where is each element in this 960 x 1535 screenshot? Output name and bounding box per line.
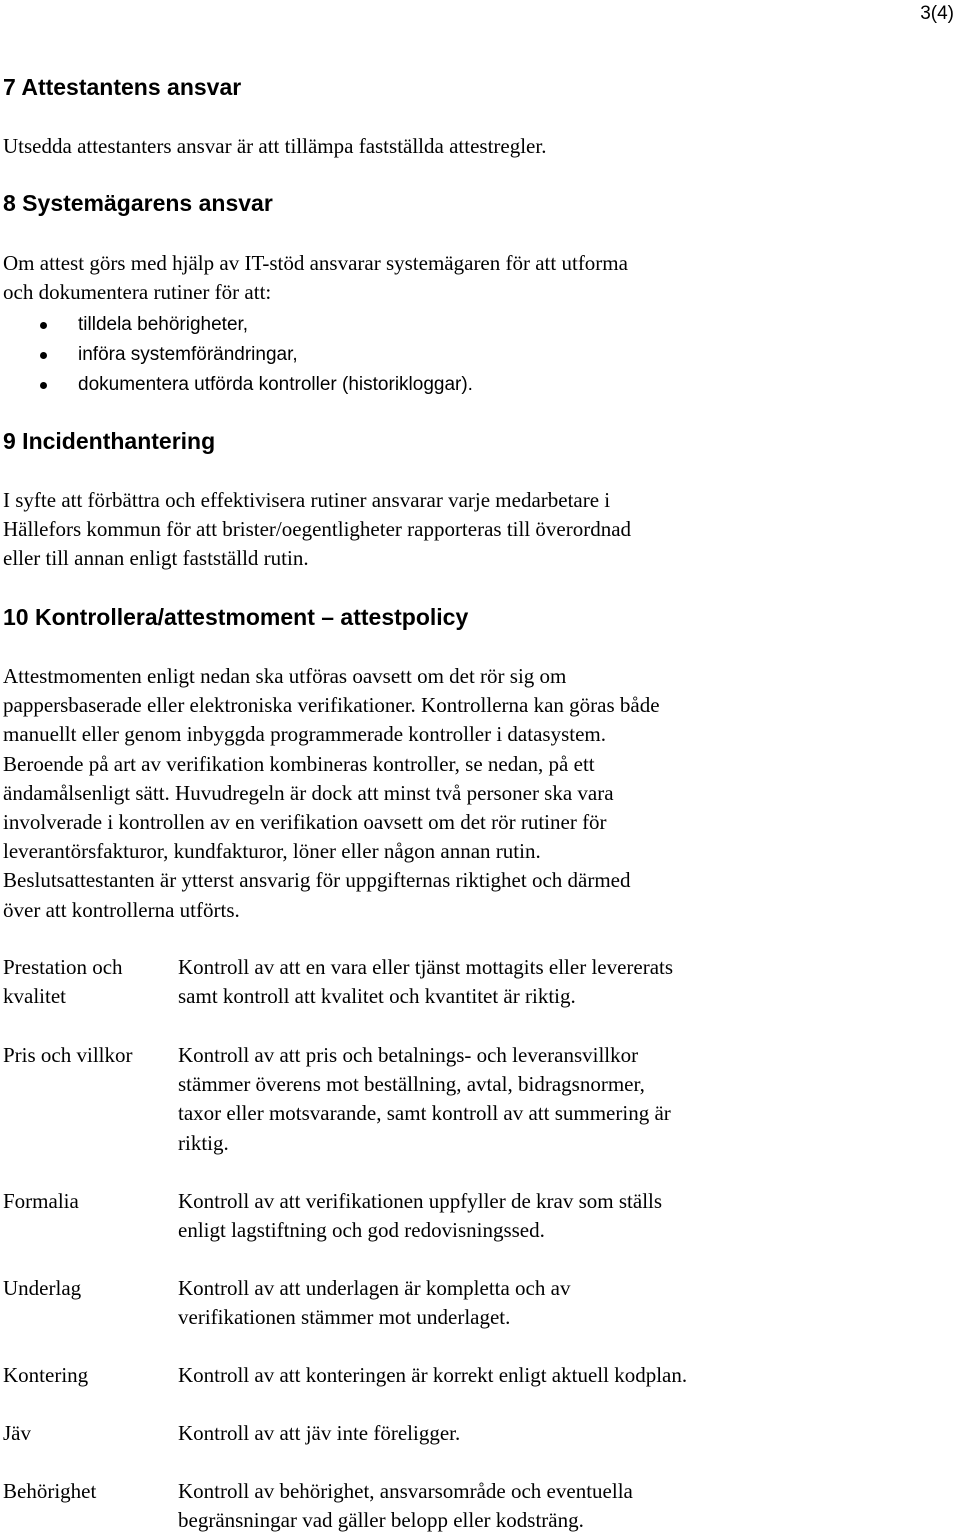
control-term: Formalia bbox=[3, 1189, 79, 1213]
bullet-icon bbox=[40, 382, 47, 389]
control-description: Kontroll av att underlagen är kompletta och av verifikationen stämmer mot underlaget. bbox=[178, 1276, 571, 1330]
text-line: Beslutsattestanten är ytterst ansvarig för uppgifternas riktighet och därmed bbox=[3, 868, 631, 893]
text-line: och dokumentera rutiner för att: bbox=[3, 280, 272, 305]
text-line: manuellt eller genom inbyggda programmerade kontroller i datasystem. bbox=[3, 722, 606, 747]
text-line: Utsedda attestanters ansvar är att tillämpa fastställda attestregler. bbox=[3, 134, 547, 158]
text-line: leverantörsfakturor, kundfakturor, löner eller någon annan rutin. bbox=[3, 839, 541, 864]
control-term: Jäv bbox=[3, 1421, 31, 1445]
control-description: Kontroll av att jäv inte föreligger. bbox=[178, 1421, 461, 1445]
page-number: 3(4) bbox=[920, 3, 954, 24]
control-description: Kontroll av att en vara eller tjänst mottagits eller levererats samt kontroll att kvalitet och kvantitet är riktig. bbox=[178, 955, 674, 1009]
section-7-heading: 7 Attestantens ansvar bbox=[3, 74, 242, 100]
list-item: dokumentera utförda kontroller (historikloggar). bbox=[0, 370, 473, 400]
text-line: eller till annan enligt fastställd rutin. bbox=[3, 546, 309, 571]
section-7-text bbox=[3, 132, 953, 161]
control-description: Kontroll av att verifikationen uppfyller de krav som ställs enligt lagstiftning och god redovisningssed. bbox=[178, 1189, 663, 1243]
text-line: ändamålsenligt sätt. Huvudregeln är dock att minst två personer ska vara bbox=[3, 780, 614, 805]
control-term: Prestation och kvalitet bbox=[3, 955, 123, 1009]
control-term: Underlag bbox=[3, 1276, 82, 1300]
control-description: Kontroll av behörighet, ansvarsområde och eventuella begränsningar vad gäller belopp eller kodsträng. bbox=[178, 1479, 633, 1533]
bullet-icon bbox=[40, 352, 47, 359]
control-term: Behörighet bbox=[3, 1479, 97, 1503]
section-8-bullet-list bbox=[0, 310, 473, 400]
section-10-text bbox=[3, 662, 953, 925]
text-line: Hällefors kommun för att brister/oegentligheter rapporteras till överordnad bbox=[3, 517, 632, 542]
text-line: Om attest görs med hjälp av IT-stöd ansvarar systemägaren för att utforma bbox=[3, 251, 628, 275]
list-item: införa systemförändringar, bbox=[0, 340, 473, 370]
control-description: Kontroll av att pris och betalnings- och leveransvillkor stämmer överens mot beställning, avtal, bidragsnormer, taxor eller motsvarande, samt kontroll av att summering är riktig. bbox=[178, 1043, 671, 1155]
control-term: Pris och villkor bbox=[3, 1043, 133, 1067]
text-line: involverade i kontrollen av en verifikation oavsett om det rör rutiner för bbox=[3, 810, 607, 835]
text-line: pappersbaserade eller elektroniska verifikationer. Kontrollerna kan göras både bbox=[3, 693, 660, 718]
text-line: Attestmomenten enligt nedan ska utföras oavsett om det rör sig om bbox=[3, 664, 567, 688]
bullet-icon bbox=[40, 322, 47, 329]
section-9-text bbox=[3, 486, 953, 574]
list-item: tilldela behörigheter, bbox=[0, 310, 473, 340]
text-line: I syfte att förbättra och effektivisera rutiner ansvarar varje medarbetare i bbox=[3, 488, 611, 512]
section-8-heading: 8 Systemägarens ansvar bbox=[3, 190, 273, 216]
section-10-heading: 10 Kontrollera/attestmoment – attestpolicy bbox=[3, 604, 469, 630]
text-line: Beroende på art av verifikation kombineras kontroller, se nedan, på ett bbox=[3, 751, 595, 776]
control-term: Kontering bbox=[3, 1363, 89, 1387]
text-line: över att kontrollerna utförts. bbox=[3, 897, 240, 922]
section-9-heading: 9 Incidenthantering bbox=[3, 428, 216, 454]
section-8-text bbox=[3, 249, 953, 307]
control-description: Kontroll av att konteringen är korrekt enligt aktuell kodplan. bbox=[178, 1363, 688, 1387]
